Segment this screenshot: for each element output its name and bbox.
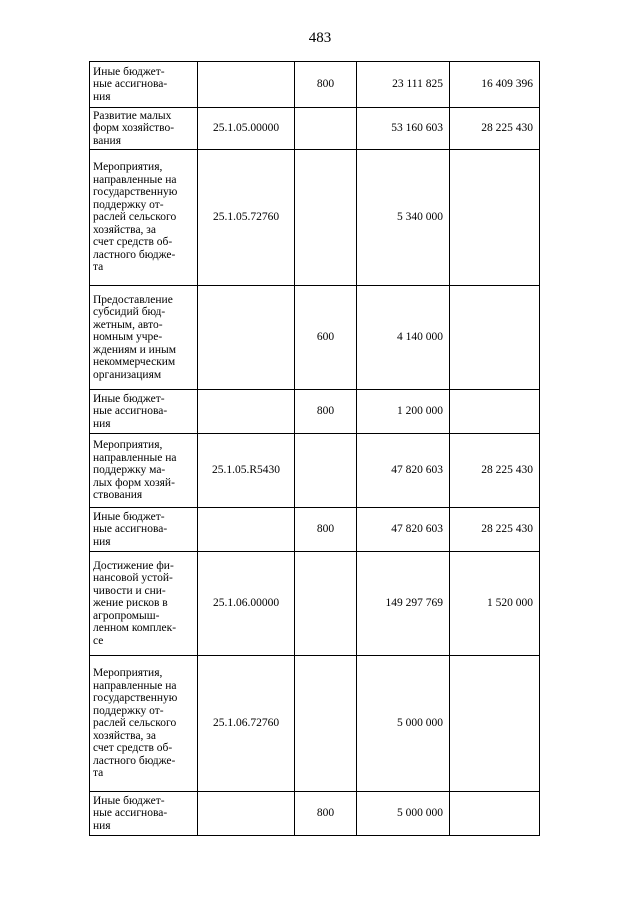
row-name: Предоставление субсидий бюд- жетным, авто- номным учре- ждениям и иным некоммерческим организациям — [90, 286, 198, 390]
row-amount-2 — [450, 286, 540, 390]
row-expense-type — [295, 434, 357, 508]
table-row — [90, 286, 540, 390]
row-expense-type — [295, 150, 357, 286]
row-amount-1: 53 160 603 — [357, 108, 450, 150]
row-code: 25.1.05.72760 — [198, 150, 295, 286]
row-amount-1: 5 000 000 — [357, 792, 450, 836]
row-amount-2: 16 409 396 — [450, 62, 540, 108]
row-amount-1: 47 820 603 — [357, 434, 450, 508]
row-expense-type — [295, 656, 357, 792]
row-name: Мероприятия, направленные на государственную поддержку от- раслей сельского хозяйства, за счет средств об- ластного бюдже- та — [90, 656, 198, 792]
table-row — [90, 792, 540, 836]
row-code: 25.1.06.00000 — [198, 552, 295, 656]
row-code — [198, 390, 295, 434]
row-amount-1: 47 820 603 — [357, 508, 450, 552]
row-amount-1: 5 000 000 — [357, 656, 450, 792]
budget-table — [89, 61, 540, 836]
row-name: Иные бюджет- ные ассигнова- ния — [90, 62, 198, 108]
row-expense-type — [295, 552, 357, 656]
row-expense-type: 800 — [295, 508, 357, 552]
row-code — [198, 792, 295, 836]
row-code — [198, 62, 295, 108]
row-code — [198, 508, 295, 552]
row-amount-2 — [450, 656, 540, 792]
row-expense-type — [295, 108, 357, 150]
row-name: Мероприятия, направленные на государственную поддержку от- раслей сельского хозяйства, за счет средств об- ластного бюдже- та — [90, 150, 198, 286]
row-amount-2: 1 520 000 — [450, 552, 540, 656]
row-amount-2 — [450, 150, 540, 286]
row-name: Иные бюджет- ные ассигнова- ния — [90, 508, 198, 552]
row-amount-2 — [450, 390, 540, 434]
row-amount-2: 28 225 430 — [450, 108, 540, 150]
table-row — [90, 62, 540, 108]
table-row — [90, 552, 540, 656]
table-row — [90, 508, 540, 552]
row-amount-1: 149 297 769 — [357, 552, 450, 656]
row-amount-1: 5 340 000 — [357, 150, 450, 286]
row-amount-1: 23 111 825 — [357, 62, 450, 108]
page-number: 483 — [308, 30, 332, 46]
table-row — [90, 434, 540, 508]
row-amount-2: 28 225 430 — [450, 508, 540, 552]
table-row — [90, 390, 540, 434]
row-amount-1: 1 200 000 — [357, 390, 450, 434]
row-code: 25.1.05.00000 — [198, 108, 295, 150]
table-row — [90, 108, 540, 150]
row-expense-type: 600 — [295, 286, 357, 390]
row-name: Иные бюджет- ные ассигнова- ния — [90, 792, 198, 836]
row-name: Иные бюджет- ные ассигнова- ния — [90, 390, 198, 434]
row-amount-2 — [450, 792, 540, 836]
row-expense-type: 800 — [295, 792, 357, 836]
row-code — [198, 286, 295, 390]
table-row — [90, 656, 540, 792]
table-row — [90, 150, 540, 286]
row-name: Развитие малых форм хозяйство- вания — [90, 108, 198, 150]
row-name: Достижение фи- нансовой устой- чивости и сни- жение рисков в агропромыш- ленном комплек- се — [90, 552, 198, 656]
row-amount-1: 4 140 000 — [357, 286, 450, 390]
row-code: 25.1.05.R5430 — [198, 434, 295, 508]
row-name: Мероприятия, направленные на поддержку ма- лых форм хозяй- ствования — [90, 434, 198, 508]
row-code: 25.1.06.72760 — [198, 656, 295, 792]
row-expense-type: 800 — [295, 390, 357, 434]
row-expense-type: 800 — [295, 62, 357, 108]
row-amount-2: 28 225 430 — [450, 434, 540, 508]
